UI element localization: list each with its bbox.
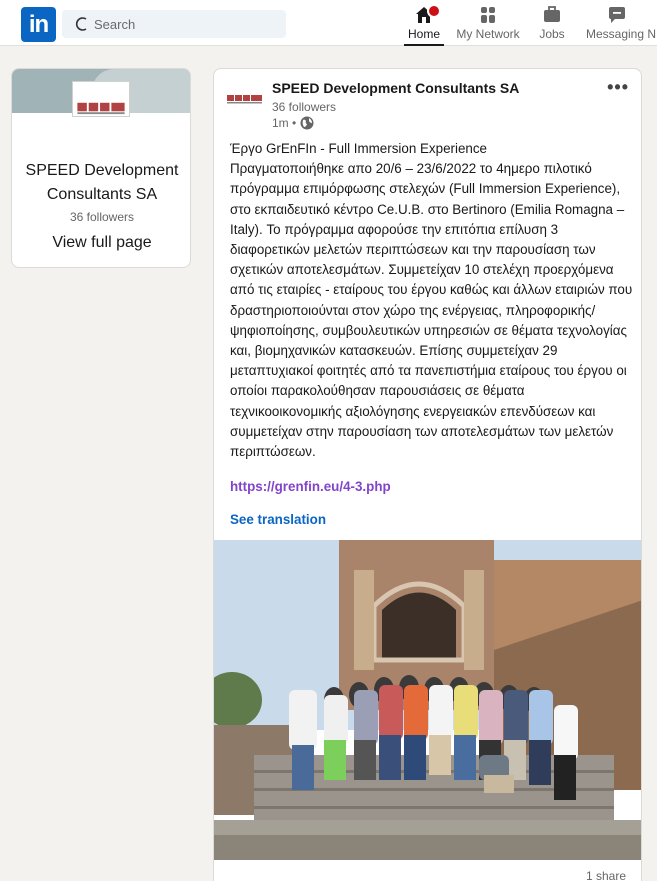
search-input[interactable]: Search (94, 17, 136, 32)
nav-my-network-label: My Network (456, 27, 520, 41)
share-count[interactable]: 1 share (585, 869, 626, 881)
jobs-icon (542, 5, 562, 25)
nav-home[interactable] (404, 5, 444, 46)
company-card-followers: 36 followers (69, 210, 135, 224)
search-bar[interactable] (62, 10, 286, 38)
nav-jobs[interactable] (535, 5, 569, 46)
nav-jobs-label: Jobs (539, 27, 565, 41)
company-card (11, 68, 191, 268)
post-company-logo[interactable] (226, 83, 274, 131)
feed-post (213, 68, 642, 881)
nav-messaging-label: Messaging N (586, 27, 657, 41)
nav-messaging[interactable] (586, 5, 657, 46)
notification-badge (427, 4, 441, 18)
company-logo[interactable] (72, 81, 130, 117)
post-time-text: 1m • (272, 116, 297, 130)
post-link[interactable]: https://grenfin.eu/4-3.php (230, 479, 391, 494)
post-followers: 36 followers (272, 100, 337, 114)
globe-icon (300, 116, 314, 130)
post-body-text: Έργο GrEnFIn - Full Immersion Experience Πραγματοποιήθηκε απο 20/6 – 23/6/2022 το 4ημερο πιλοτικό πρόγραμμα επιμόρφωσης στελεχών (Full Immersion Experience), στο εκπαιδευτικό κέντρο Ce.U.B. στο Bertinoro (Emilia Romagna – Italy). Το πρόγραμμα αφορούσε την επιτόπια επίλυση 3 διαφορετικών μελετών περιπτώσεων και την παρουσίαση των σχετικών αποτελεσμάτων. Συμμετείχαν 10 στελέχη προερχόμενα από τις εταιρίες - εταίρους του έργου καθώς και άλλων εταιριών που δραστηριοποιούνται στον χώρο της ενέργειας, πληροφορικής/ψηφιοποίησης, συμβουλευτικών υπηρεσιών σε θέματα τεχνολογίας και, βιομηχανικών κατασκευών. Επίσης συμμετείχαν 29 μεταπτυχιακοί φοιτητές από τα πανεπιστήμια εταίρους του έργου οι οποίοι παρακολούθησαν παρουσιάσεις σε θέματα τεχνικοοικονομικής αξιολόγησης ενεργειακών επενδύσεων και συμμετείχαν στην παρουσίαση των αποτελεσμάτων των μελετών περιπτώσεων. (230, 141, 633, 460)
nav-home-label: Home (407, 27, 440, 41)
linkedin-logo[interactable]: in (21, 7, 56, 42)
company-card-name[interactable]: SPEED Development Consultants SA (25, 162, 179, 203)
post-timestamp (272, 116, 314, 130)
messaging-icon (607, 5, 627, 25)
network-icon (478, 5, 498, 25)
post-company-name[interactable]: SPEED Development Consultants SA (272, 80, 520, 96)
post-photo[interactable] (214, 540, 642, 860)
top-nav (0, 0, 657, 46)
see-translation-button[interactable]: See translation (230, 512, 326, 527)
search-icon (75, 16, 89, 32)
view-full-page-link[interactable]: View full page (52, 234, 152, 251)
nav-my-network[interactable] (455, 5, 521, 46)
post-more-options[interactable]: ••• (607, 77, 629, 97)
